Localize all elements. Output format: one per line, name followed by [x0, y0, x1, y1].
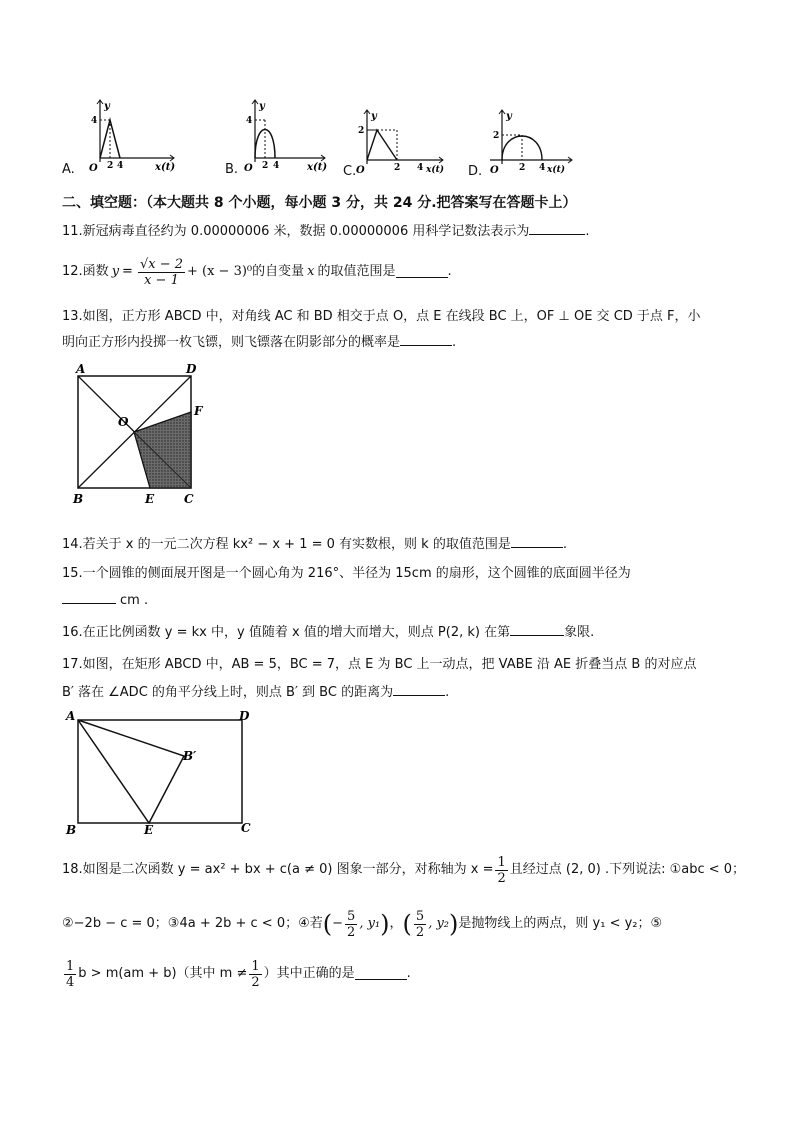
question-17-line2: B′ 落在 ∠ADC 的角平分线上时，则点 B′ 到 BC 的距离为 . — [62, 685, 450, 700]
svg-text:4: 4 — [539, 163, 546, 173]
question-13-line1: 13.如图，正方形 ABCD 中，对角线 AC 和 BD 相交于点 O，点 E 在线段 BC 上，OF ⊥ OE 交 CD 于点 F，小 — [62, 309, 701, 324]
svg-text:x(t): x(t) — [426, 165, 445, 175]
question-18-line2: ②−2b − c = 0；③4a + 2b + c < 0；④若 ( − $\frac{5}{2}$ , y₁ ) ， ( $\frac{5}{2}$ , y₂ ) 是抛物线上的两点，则 y₁ < y₂；⑤ — [62, 908, 663, 940]
svg-text:O: O — [490, 165, 499, 176]
graph-d-svg — [468, 108, 578, 180]
question-15-line1: 15.一个圆锥的侧面展开图是一个圆心角为 216°、半径为 15cm 的扇形，这个圆锥的底面圆半径为 — [62, 566, 631, 581]
graph-c-svg — [343, 108, 448, 180]
question-15-line2: cm . — [62, 592, 148, 609]
question-18-line3: $\frac{1}{4}$ b > m(am + b)（其中 m ≠ $\frac{1}{2}$ ）其中正确的是 . — [66, 958, 411, 990]
svg-text:F: F — [194, 404, 203, 418]
question-16: 16.在正比例函数 y = kx 中，y 值随着 x 值的增大而增大，则点 P(2, k) 在第 象限. — [62, 625, 595, 640]
graph-a-svg — [62, 98, 192, 178]
fraction: $\frac{1}{2}$ — [251, 958, 260, 990]
svg-text:x(t): x(t) — [307, 162, 328, 173]
option-graph-c — [343, 108, 448, 180]
svg-text:4: 4 — [91, 116, 98, 126]
answer-blank[interactable] — [355, 968, 407, 980]
answer-blank[interactable] — [62, 592, 116, 604]
section-title: 二、填空题：（本大题共 8 个小题，每小题 3 分，共 24 分.把答案写在答题卡上） — [62, 195, 577, 211]
question-11: 11.新冠病毒直径约为 0.00000006 米，数据 0.00000006 用科学记数法表示为 . — [62, 224, 590, 239]
svg-text:O: O — [244, 163, 253, 174]
svg-text:y: y — [104, 101, 110, 112]
question-text: 11.新冠病毒直径约为 0.00000006 米，数据 0.00000006 用科学记数法表示为 — [62, 224, 530, 239]
question-17-line1: 17.如图，在矩形 ABCD 中，AB = 5，BC = 7，点 E 为 BC 上一动点，把 VABE 沿 AE 折叠当点 B 的对应点 — [62, 657, 697, 672]
svg-text:O: O — [356, 165, 365, 176]
option-graph-d — [468, 108, 578, 180]
question-18-line1: 18.如图是二次函数 y = ax² + bx + c(a ≠ 0) 图象一部分，对称轴为 x = $\frac{1}{2}$ 且经过点 (2, 0) .下列说法: ①abc < 0； — [62, 854, 746, 886]
svg-text:4: 4 — [273, 161, 280, 171]
svg-text:y: y — [506, 111, 512, 122]
svg-text:y: y — [371, 111, 377, 122]
svg-text:x(t): x(t) — [547, 165, 566, 175]
option-letter: B. — [225, 162, 239, 177]
answer-blank[interactable] — [511, 536, 563, 548]
svg-text:2: 2 — [519, 163, 526, 173]
svg-text:C: C — [184, 492, 194, 506]
svg-text:2: 2 — [262, 161, 269, 171]
svg-text:x(t): x(t) — [155, 162, 176, 173]
svg-text:2: 2 — [107, 161, 114, 171]
option-letter: A. — [62, 162, 75, 177]
fraction: $\frac{5}{2}$ — [347, 908, 356, 940]
question-14: 14.若关于 x 的一元二次方程 kx² − x + 1 = 0 有实数根，则 k 的取值范围是 . — [62, 537, 567, 552]
answer-blank[interactable] — [529, 223, 585, 235]
answer-blank[interactable] — [393, 684, 445, 696]
svg-text:E: E — [145, 492, 155, 506]
option-letter: D. — [468, 164, 483, 179]
svg-text:B′: B′ — [183, 749, 197, 763]
answer-blank[interactable] — [510, 624, 564, 636]
svg-text:D: D — [239, 709, 250, 723]
svg-text:D: D — [186, 362, 197, 376]
svg-text:y: y — [259, 101, 265, 112]
answer-blank[interactable] — [400, 334, 452, 346]
svg-text:4: 4 — [417, 163, 424, 173]
svg-text:C: C — [241, 821, 251, 835]
option-letter: C. — [343, 164, 357, 179]
svg-text:O: O — [89, 163, 98, 174]
svg-text:2: 2 — [394, 163, 401, 173]
svg-text:4: 4 — [246, 116, 253, 126]
question-13-line2: 明向正方形内投掷一枚飞镖，则飞镖落在阴影部分的概率是 . — [62, 335, 457, 350]
question-12: 12.函数 y = $\frac{√x - 2}{x - 1}$ + (x − 3)⁰ 的自变量 x 的取值范围是 . — [62, 256, 452, 288]
svg-text:4: 4 — [117, 161, 124, 171]
answer-blank[interactable] — [396, 266, 448, 278]
fraction: $\frac{5}{2}$ — [415, 908, 425, 940]
fraction: $\frac{1}{4}$ — [66, 958, 75, 990]
svg-text:B: B — [73, 492, 84, 506]
fraction: $\frac{1}{2}$ — [497, 854, 506, 886]
square-figure — [68, 362, 228, 507]
svg-text:2: 2 — [358, 126, 365, 136]
fraction: $\frac{√x - 2}{x - 1}$ — [139, 256, 183, 288]
svg-text:A: A — [76, 362, 86, 376]
svg-text:E: E — [144, 823, 154, 837]
svg-text:A: A — [66, 709, 76, 723]
svg-text:B: B — [66, 823, 77, 837]
svg-text:2: 2 — [493, 131, 500, 141]
rectangle-figure — [62, 708, 262, 838]
svg-text:O: O — [118, 415, 129, 429]
option-graph-b — [225, 98, 345, 178]
graph-b-svg — [225, 98, 345, 178]
option-graph-a — [62, 98, 192, 178]
